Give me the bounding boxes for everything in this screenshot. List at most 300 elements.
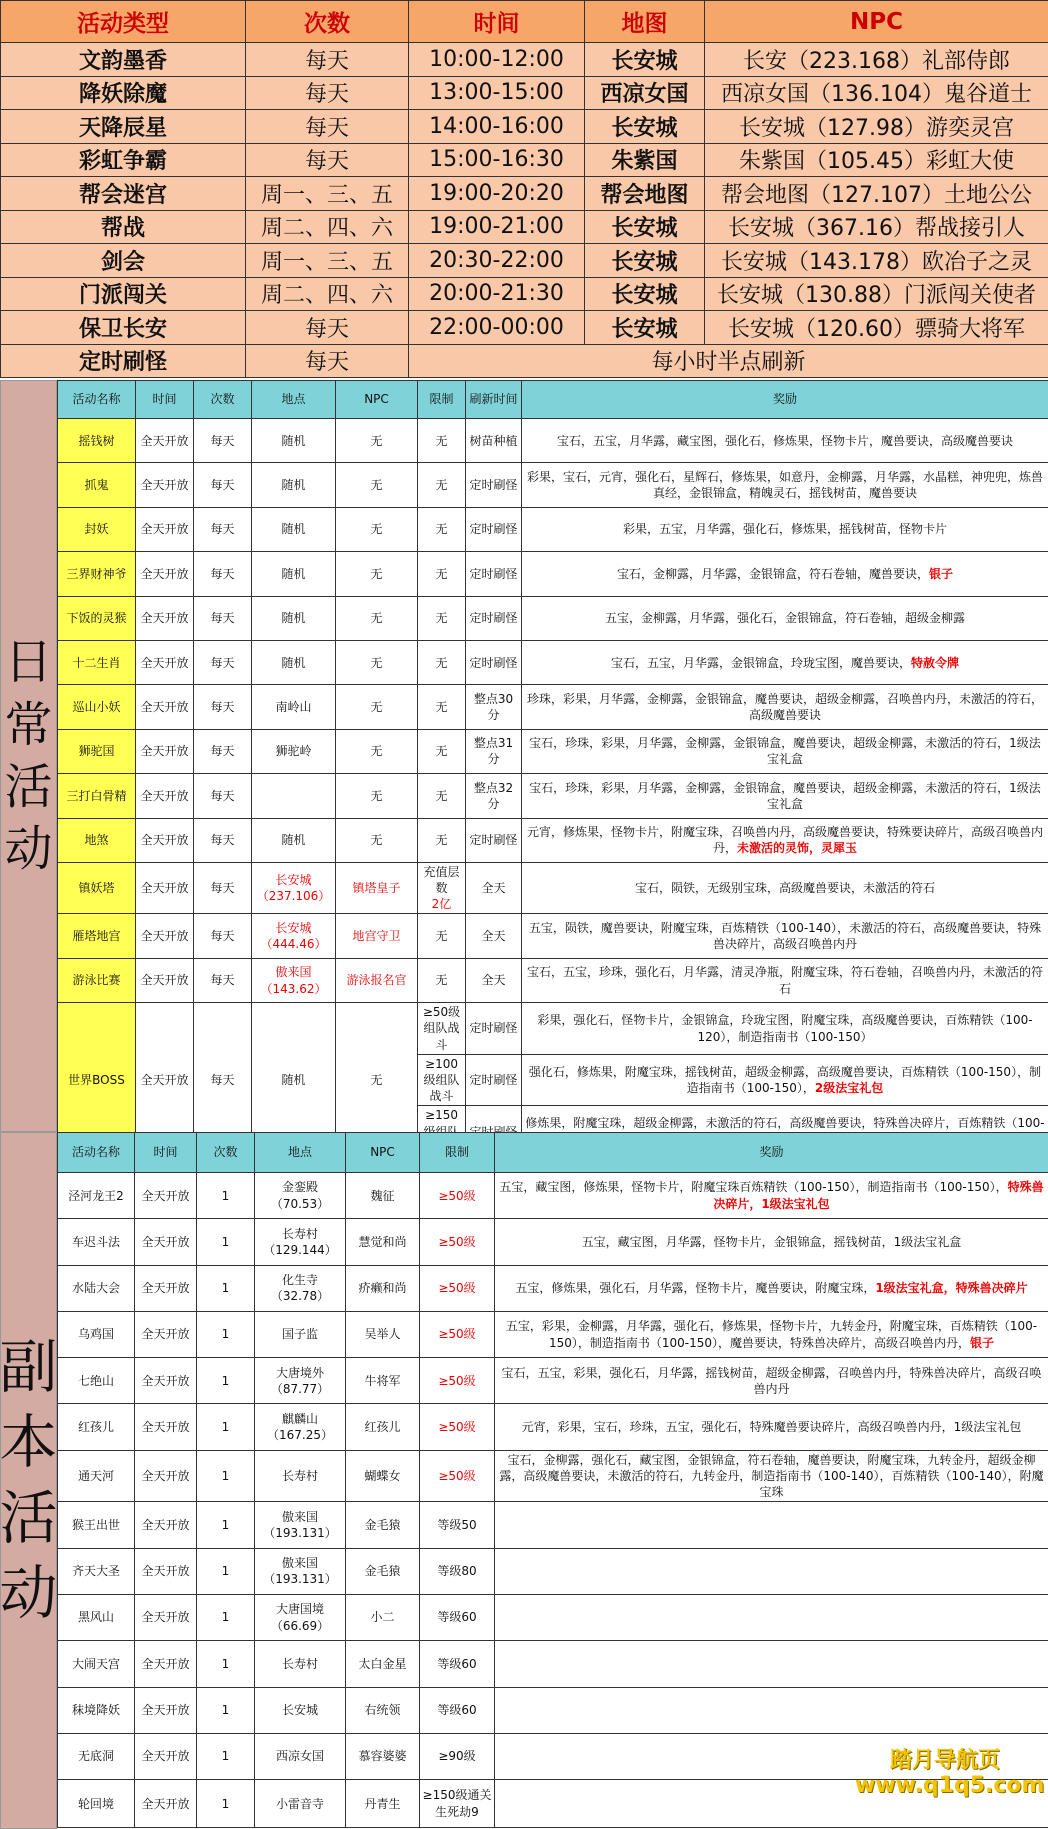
schedule-row	[1, 110, 1048, 144]
schedule-map: 长安城	[585, 311, 705, 345]
activity-place: 随机	[252, 818, 336, 862]
reward-text: 宝石，珍珠，彩果，月华露，金柳露，金银锦盒，魔兽要诀，超级金柳露，未激活的符石，1级法宝礼盒	[529, 780, 1041, 811]
dungeon-limit: ≥50级	[420, 1358, 495, 1404]
activity-place: 长安城（237.106）	[252, 862, 336, 914]
reward-text: 宝石，五宝，彩果，强化石，月华露，摇钱树苗，超级金柳露，召唤兽内丹，特殊兽决碎片，高级召唤兽内丹	[501, 1365, 1042, 1396]
reward-text: 五宝，修炼果，强化石，月华露，怪物卡片，魔兽要诀，附魔宝珠，	[515, 1281, 876, 1296]
limit-text: 无	[435, 522, 448, 537]
dungeon-reward	[495, 1594, 1048, 1640]
daily-activities-table	[57, 380, 1048, 1158]
activity-count: 每天	[194, 729, 252, 773]
schedule-row	[1, 210, 1048, 244]
schedule-count: 每天	[246, 110, 409, 144]
schedule-npc: 朱紫国（105.45）彩虹大使	[705, 143, 1048, 177]
dungeon-time: 全天开放	[135, 1548, 197, 1594]
daily-row	[58, 862, 1048, 914]
daily-row	[58, 818, 1048, 862]
dungeon-count: 1	[197, 1780, 255, 1828]
watermark-url: www.q1q5.com	[855, 1773, 1045, 1798]
schedule-count: 每天	[246, 76, 409, 110]
activity-npc: 地宫守卫	[336, 914, 418, 958]
activity-limit	[418, 685, 466, 729]
dungeon-count: 1	[197, 1687, 255, 1733]
schedule-map: 长安城	[585, 210, 705, 244]
schedule-type: 定时刷怪	[1, 344, 246, 378]
daily-row	[58, 596, 1048, 640]
activity-npc: 无	[336, 818, 418, 862]
dungeon-time: 全天开放	[135, 1687, 197, 1733]
activity-name: 狮驼国	[58, 729, 136, 773]
schedule-count: 每天	[246, 311, 409, 345]
boss-npc: 无	[336, 1003, 418, 1158]
schedule-count: 周一、三、五	[246, 177, 409, 211]
activity-refresh: 整点32分	[466, 774, 522, 818]
dungeon-row	[58, 1311, 1048, 1357]
reward-text: 宝石，珍珠，彩果，月华露，金柳露，金银锦盒，魔兽要诀，超级金柳露，未激活的符石，1级法宝礼盒	[529, 736, 1041, 767]
activity-place: 狮驼岭	[252, 729, 336, 773]
dungeon-npc: 牛将军	[346, 1358, 420, 1404]
daily-row	[58, 552, 1048, 596]
boss-limit: ≥100级组队战斗	[418, 1054, 466, 1106]
daily-row	[58, 914, 1048, 958]
dungeon-time: 全天开放	[135, 1594, 197, 1640]
activity-time: 全天开放	[136, 914, 194, 958]
schedule-time: 14:00-16:00	[409, 110, 585, 144]
limit-text: 无	[435, 744, 448, 759]
dungeon-place: 小雷音寺	[255, 1780, 346, 1828]
activity-reward	[522, 552, 1048, 596]
dungeon-place: 西凉女国	[255, 1733, 346, 1779]
schedule-type: 文韵墨香	[1, 43, 246, 77]
daily-row	[58, 774, 1048, 818]
activity-refresh: 定时刷怪	[466, 640, 522, 684]
dungeon-limit: 等级60	[420, 1594, 495, 1640]
activity-count: 每天	[194, 958, 252, 1002]
schedule-time: 20:00-21:30	[409, 277, 585, 311]
reward-text: 五宝，陨铁，魔兽要诀，附魔宝珠，百炼精铁（100-140），未激活的符石，高级魔兽要诀，特殊兽决碎片，高级召唤兽内丹	[528, 920, 1042, 952]
activity-limit	[418, 552, 466, 596]
schedule-type: 保卫长安	[1, 311, 246, 345]
dungeon-limit: ≥50级	[420, 1265, 495, 1311]
dungeon-count: 1	[197, 1641, 255, 1687]
header-name: 活动名称	[58, 381, 136, 419]
dungeon-npc: 红孩儿	[346, 1404, 420, 1450]
header-time: 时间	[136, 381, 194, 419]
dungeon-name: 齐天大圣	[58, 1548, 135, 1594]
daily-row	[58, 463, 1048, 507]
schedule-map: 长安城	[585, 277, 705, 311]
header-count: 次数	[194, 381, 252, 419]
boss-reward	[522, 1054, 1048, 1106]
schedule-count: 周二、四、六	[246, 210, 409, 244]
schedule-table	[0, 0, 1048, 378]
activity-count: 每天	[194, 685, 252, 729]
activity-name: 下饭的灵猴	[58, 596, 136, 640]
dungeon-count: 1	[197, 1173, 255, 1219]
activity-name: 封妖	[58, 507, 136, 551]
activity-time: 全天开放	[136, 640, 194, 684]
dungeon-time: 全天开放	[135, 1358, 197, 1404]
dungeon-row	[58, 1548, 1048, 1594]
limit-text: 无	[435, 973, 448, 988]
header-time: 时间	[135, 1133, 197, 1173]
schedule-type: 彩虹争霸	[1, 143, 246, 177]
limit-text: 无	[435, 611, 448, 626]
header-limit: 限制	[420, 1133, 495, 1173]
reward-highlight: 银子	[970, 1335, 995, 1350]
activity-place: 随机	[252, 463, 336, 507]
dungeon-count: 1	[197, 1548, 255, 1594]
side-char: 副	[0, 1332, 58, 1401]
daily-row	[58, 958, 1048, 1002]
dungeon-row	[58, 1404, 1048, 1450]
limit-text: 无	[435, 566, 448, 581]
activity-place: 随机	[252, 507, 336, 551]
dungeon-name: 无底洞	[58, 1733, 135, 1779]
reward-text: 元宵，修炼果，怪物卡片，附魔宝珠，召唤兽内丹，高级魔兽要诀，特殊要诀碎片，高级召唤兽内丹，	[526, 825, 1043, 856]
dungeon-reward	[495, 1450, 1048, 1502]
dungeon-count: 1	[197, 1358, 255, 1404]
activity-npc: 无	[336, 552, 418, 596]
dungeon-npc: 慕容婆婆	[346, 1733, 420, 1779]
dungeon-name: 大闹天宫	[58, 1641, 135, 1687]
dungeon-limit: 等级80	[420, 1548, 495, 1594]
dungeon-limit: ≥50级	[420, 1219, 495, 1265]
dungeon-place: 长寿村	[255, 1641, 346, 1687]
activity-limit	[418, 463, 466, 507]
dungeon-place: 麒麟山（167.25）	[255, 1404, 346, 1450]
activity-npc: 无	[336, 640, 418, 684]
reward-text: 元宵，彩果，宝石，珍珠，五宝，强化石，特殊魔兽要诀碎片，高级召唤兽内丹，1级法宝礼包	[521, 1420, 1022, 1435]
dungeon-reward	[495, 1502, 1048, 1548]
activity-name: 十二生肖	[58, 640, 136, 684]
schedule-note: 每小时半点刷新	[409, 344, 1048, 378]
activity-refresh: 定时刷怪	[466, 596, 522, 640]
dungeon-reward	[495, 1358, 1048, 1404]
dungeon-reward	[495, 1173, 1048, 1219]
activity-count: 每天	[194, 862, 252, 914]
daily-side-label	[0, 380, 57, 1132]
header-limit: 限制	[418, 381, 466, 419]
dungeon-count: 1	[197, 1594, 255, 1640]
activity-reward	[522, 818, 1048, 862]
dungeon-place: 傲来国（193.131）	[255, 1502, 346, 1548]
header-place: 地点	[252, 381, 336, 419]
reward-text: 五宝，彩果，金柳露，月华露，强化石，修炼果，怪物卡片，九转金丹，附魔宝珠，百炼精铁（100-150），制造指南书（100-150），魔兽要诀，特殊兽决碎片，高级召唤兽内丹，	[505, 1319, 1038, 1350]
dungeon-limit: ≥150级通关生死劫9	[420, 1780, 495, 1828]
activity-count: 每天	[194, 640, 252, 684]
dungeon-side-label	[0, 1132, 57, 1829]
activity-npc: 无	[336, 507, 418, 551]
side-char: 动	[0, 1558, 58, 1627]
header-npc: NPC	[705, 1, 1048, 43]
schedule-map: 帮会地图	[585, 177, 705, 211]
schedule-npc: 长安城（367.16）帮战接引人	[705, 210, 1048, 244]
schedule-npc: 长安城（143.178）欧冶子之灵	[705, 244, 1048, 278]
dungeon-limit: ≥50级	[420, 1450, 495, 1502]
limit-text: 无	[435, 655, 448, 670]
header-time: 时间	[409, 1, 585, 43]
activity-refresh: 整点30分	[466, 685, 522, 729]
dungeon-limit: ≥50级	[420, 1404, 495, 1450]
dungeon-name: 泾河龙王2	[58, 1173, 135, 1219]
dungeon-row	[58, 1219, 1048, 1265]
activity-npc: 无	[336, 685, 418, 729]
dungeon-activities-table	[57, 1132, 1048, 1828]
reward-text: 宝石，金柳露，月华露，金银锦盒，符石卷轴，魔兽要诀，	[616, 566, 929, 581]
dungeon-time: 全天开放	[135, 1502, 197, 1548]
activity-place: 随机	[252, 419, 336, 463]
activity-name: 游泳比赛	[58, 958, 136, 1002]
activity-limit	[418, 729, 466, 773]
dungeon-npc: 丹青生	[346, 1780, 420, 1828]
dungeon-npc: 太白金星	[346, 1641, 420, 1687]
schedule-row	[1, 244, 1048, 278]
side-char: 常	[4, 696, 53, 753]
header-count: 次数	[197, 1133, 255, 1173]
dungeon-place: 大唐境外（87.77）	[255, 1358, 346, 1404]
dungeon-row	[58, 1450, 1048, 1502]
schedule-map: 朱紫国	[585, 143, 705, 177]
dungeon-place: 长寿村	[255, 1450, 346, 1502]
activity-time: 全天开放	[136, 596, 194, 640]
schedule-map: 西凉女国	[585, 76, 705, 110]
dungeon-time: 全天开放	[135, 1641, 197, 1687]
dungeon-limit: ≥50级	[420, 1311, 495, 1357]
activity-time: 全天开放	[136, 958, 194, 1002]
dungeon-npc: 吴举人	[346, 1311, 420, 1357]
reward-text: 五宝，藏宝图，月华露，怪物卡片，金银锦盒，摇钱树苗，1级法宝礼盒	[581, 1234, 962, 1249]
reward-highlight: 特赦令牌	[911, 655, 960, 670]
activity-reward	[522, 463, 1048, 507]
dungeon-time: 全天开放	[135, 1733, 197, 1779]
activity-reward	[522, 862, 1048, 914]
activity-refresh: 全天	[466, 958, 522, 1002]
schedule-npc: 长安城（127.98）游奕灵宫	[705, 110, 1048, 144]
activity-npc: 游泳报名官	[336, 958, 418, 1002]
activity-place: 长安城（444.46）	[252, 914, 336, 958]
activity-name: 雁塔地宫	[58, 914, 136, 958]
dungeon-limit: 等级60	[420, 1641, 495, 1687]
reward-text: 宝石，五宝，月华露，藏宝图，强化石，修炼果，怪物卡片，魔兽要诀，高级魔兽要诀	[556, 433, 1013, 448]
activity-time: 全天开放	[136, 729, 194, 773]
activity-name: 三打白骨精	[58, 774, 136, 818]
dungeon-count: 1	[197, 1265, 255, 1311]
schedule-type: 降妖除魔	[1, 76, 246, 110]
dungeon-count: 1	[197, 1219, 255, 1265]
header-count: 次数	[246, 1, 409, 43]
dungeon-place: 长安城	[255, 1687, 346, 1733]
schedule-type: 剑会	[1, 244, 246, 278]
schedule-type: 帮战	[1, 210, 246, 244]
dungeon-name: 水陆大会	[58, 1265, 135, 1311]
schedule-time: 13:00-15:00	[409, 76, 585, 110]
activity-place: 随机	[252, 552, 336, 596]
activity-time: 全天开放	[136, 419, 194, 463]
activity-refresh: 定时刷怪	[466, 818, 522, 862]
activity-place: 傲来国（143.62）	[252, 958, 336, 1002]
dungeon-place: 长寿村（129.144）	[255, 1219, 346, 1265]
schedule-npc: 长安城（130.88）门派闯关使者	[705, 277, 1048, 311]
dungeon-time: 全天开放	[135, 1173, 197, 1219]
dungeon-npc: 疥癞和尚	[346, 1265, 420, 1311]
dungeon-npc: 慧觉和尚	[346, 1219, 420, 1265]
side-char: 活	[4, 759, 53, 815]
reward-text: 五宝，金柳露，月华露，强化石，金银锦盒，符石卷轴，超级金柳露	[604, 611, 965, 626]
activity-place: 随机	[252, 640, 336, 684]
reward-text: 彩果，强化石，怪物卡片，金银锦盒，玲珑宝图，附魔宝珠，高级魔兽要诀，百炼精铁（100-120），制造指南书（100-150）	[537, 1013, 1033, 1044]
header-refresh: 刷新时间	[466, 381, 522, 419]
side-char: 动	[4, 821, 53, 878]
dungeon-reward	[495, 1311, 1048, 1357]
activity-time: 全天开放	[136, 774, 194, 818]
boss-limit: ≥50级组队战斗	[418, 1003, 466, 1055]
activity-name: 巡山小妖	[58, 685, 136, 729]
dungeon-reward	[495, 1219, 1048, 1265]
dungeon-name: 猴王出世	[58, 1502, 135, 1548]
schedule-type: 帮会迷宫	[1, 177, 246, 211]
header-npc: NPC	[336, 381, 418, 419]
dungeon-row	[58, 1594, 1048, 1640]
activity-refresh: 定时刷怪	[466, 463, 522, 507]
dungeon-limit: 等级50	[420, 1502, 495, 1548]
activity-reward	[522, 419, 1048, 463]
activity-limit	[418, 914, 466, 958]
limit-highlight: 2亿	[431, 897, 452, 912]
dungeon-limit: ≥50级	[420, 1173, 495, 1219]
boss-reward	[522, 1003, 1048, 1055]
schedule-row	[1, 76, 1048, 110]
dungeon-npc: 魏征	[346, 1173, 420, 1219]
activity-name: 地煞	[58, 818, 136, 862]
dungeon-limit: 等级60	[420, 1687, 495, 1733]
reward-text: 强化石，修炼果，附魔宝珠，摇钱树苗，超级金柳露，高级魔兽要诀，百炼精铁（100-150），制造指南书（100-150），	[528, 1064, 1042, 1096]
activity-name: 三界财神爷	[58, 552, 136, 596]
schedule-count: 每天	[246, 143, 409, 177]
boss-refresh: 定时刷怪	[466, 1054, 522, 1106]
schedule-type: 天降辰星	[1, 110, 246, 144]
dungeon-name: 乌鸡国	[58, 1311, 135, 1357]
reward-highlight: 特殊兽决碎片，1级法宝礼包	[713, 1180, 1044, 1211]
activity-limit	[418, 507, 466, 551]
boss-time: 全天开放	[136, 1003, 194, 1158]
header-reward: 奖励	[522, 381, 1048, 419]
daily-row	[58, 419, 1048, 463]
activity-count: 每天	[194, 774, 252, 818]
side-char: 活	[0, 1483, 58, 1552]
dungeon-limit: ≥90级	[420, 1733, 495, 1779]
activity-count: 每天	[194, 818, 252, 862]
activity-refresh: 全天	[466, 914, 522, 958]
daily-row	[58, 685, 1048, 729]
dungeon-npc: 蝴蝶女	[346, 1450, 420, 1502]
schedule-type: 门派闯关	[1, 277, 246, 311]
dungeon-place: 金銮殿（70.53）	[255, 1173, 346, 1219]
header-name: 活动名称	[58, 1133, 135, 1173]
dungeon-count: 1	[197, 1733, 255, 1779]
limit-text: 无	[435, 788, 448, 803]
dungeon-row	[58, 1265, 1048, 1311]
dungeon-place: 傲来国（193.131）	[255, 1548, 346, 1594]
activity-limit	[418, 596, 466, 640]
header-type: 活动类型	[1, 1, 246, 43]
activity-refresh: 全天	[466, 862, 522, 914]
boss-tier-row	[58, 1003, 1048, 1055]
schedule-row	[1, 177, 1048, 211]
dungeon-row	[58, 1502, 1048, 1548]
activity-reward	[522, 914, 1048, 958]
activity-time: 全天开放	[136, 818, 194, 862]
boss-place: 随机	[252, 1003, 336, 1158]
activity-npc: 无	[336, 774, 418, 818]
dungeon-reward	[495, 1404, 1048, 1450]
dungeon-name: 红孩儿	[58, 1404, 135, 1450]
schedule-row	[1, 277, 1048, 311]
activity-reward	[522, 596, 1048, 640]
header-npc: NPC	[346, 1133, 420, 1173]
schedule-time: 19:00-20:20	[409, 177, 585, 211]
side-char: 本	[0, 1408, 58, 1477]
dungeon-reward	[495, 1687, 1048, 1733]
dungeon-reward	[495, 1548, 1048, 1594]
reward-text: 宝石，五宝，月华露，金银锦盒，玲珑宝图，魔兽要诀，	[610, 655, 911, 670]
dungeon-time: 全天开放	[135, 1404, 197, 1450]
activity-npc: 无	[336, 463, 418, 507]
dungeon-place: 大唐国境（66.69）	[255, 1594, 346, 1640]
schedule-npc: 长安城（120.60）骠骑大将军	[705, 311, 1048, 345]
activity-reward	[522, 729, 1048, 773]
boss-limit: ≥150	[418, 1106, 466, 1158]
schedule-map: 长安城	[585, 244, 705, 278]
dungeon-name: 轮回境	[58, 1780, 135, 1828]
boss-name: 世界BOSS	[58, 1003, 136, 1158]
schedule-npc: 帮会地图（127.107）土地公公	[705, 177, 1048, 211]
reward-highlight: 2级法宝礼包	[814, 1081, 884, 1096]
dungeon-time: 全天开放	[135, 1265, 197, 1311]
schedule-npc: 长安（223.168）礼部侍郎	[705, 43, 1048, 77]
activity-place: 随机	[252, 596, 336, 640]
activity-name: 镇妖塔	[58, 862, 136, 914]
boss-count: 每天	[194, 1003, 252, 1158]
boss-refresh: 定时刷怪	[466, 1003, 522, 1055]
activity-reward	[522, 685, 1048, 729]
daily-row	[58, 729, 1048, 773]
schedule-count: 周二、四、六	[246, 277, 409, 311]
activity-time: 全天开放	[136, 463, 194, 507]
activity-count: 每天	[194, 507, 252, 551]
reward-highlight: 1级法宝礼盒，特殊兽决碎片	[875, 1281, 1028, 1296]
schedule-row	[1, 43, 1048, 77]
activity-place: 南岭山	[252, 685, 336, 729]
schedule-time: 20:30-22:00	[409, 244, 585, 278]
activity-count: 每天	[194, 552, 252, 596]
activity-limit	[418, 818, 466, 862]
activity-count: 每天	[194, 463, 252, 507]
dungeon-time: 全天开放	[135, 1311, 197, 1357]
schedule-npc: 西凉女国（136.104）鬼谷道士	[705, 76, 1048, 110]
daily-row	[58, 507, 1048, 551]
dungeon-name: 七绝山	[58, 1358, 135, 1404]
side-char: 日	[4, 634, 53, 691]
activity-npc: 无	[336, 729, 418, 773]
dungeon-name: 车迟斗法	[58, 1219, 135, 1265]
schedule-row	[1, 311, 1048, 345]
activity-refresh: 定时刷怪	[466, 552, 522, 596]
activity-time: 全天开放	[136, 552, 194, 596]
dungeon-row	[58, 1687, 1048, 1733]
reward-text: 修炼果，附魔宝珠，超级金柳露，未激活的符石，高级魔兽要诀，特殊兽决碎片，百炼精铁（100-	[525, 1116, 1045, 1131]
schedule-count: 每天	[246, 344, 409, 378]
